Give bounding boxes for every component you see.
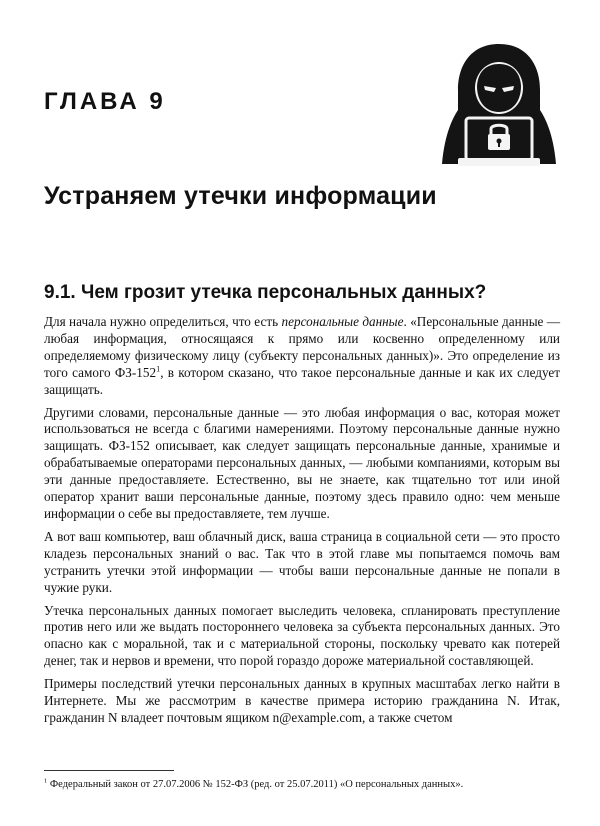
footnote (44, 778, 560, 791)
paragraph-5: Примеры последствий утечки персональных данных в крупных масштабах легко найти в Интернете. Мы же рассмотрим в качестве примера историю гражданина N. Итак, гражданин N владеет почтовым ящиком n@example.com, а также счетом (44, 676, 560, 725)
body-text (44, 314, 560, 733)
chapter-label: ГЛАВА 9 (44, 88, 166, 115)
paragraph-1: Для начала нужно определиться, что есть персональные данные. «Персональные данные — любая информация, относящаяся к прямо или косвенно определенному или определяемому физическому лицу (субъекту персональных данных)». Это определение из того самого $ФЗ-152^1$, в котором сказано, что такое персональные данные и как их следует защищать. (44, 314, 561, 397)
section-title: 9.1. Чем грозит утечка персональных данных? (44, 282, 487, 303)
chapter-title: Устраняем утечки информации (44, 182, 437, 210)
footnote-mark: 1 (44, 777, 48, 785)
paragraph-2: Другими словами, персональные данные — это любая информация о вас, которая может использоваться не всегда с благими намерениями. Поэтому персональные данные нужно защищать. ФЗ-152 описывает, как следует защищать персональные данные, хранимые и обрабатываемые операторами персональных данных, — любыми компаниями, которым вы эти данные предоставляете. Естественно, вы не знаете, как тщательно тот или иной оператор хранит ваши персональные данные, поэтому здесь правило одно: чем меньше информации о себе вы предоставляете, тем лучше. (44, 404, 560, 521)
footnote-text: Федеральный закон от 27.07.2006 № 152-ФЗ (ред. от 25.07.2011) «О персональных данных». (47, 779, 464, 790)
paragraph-4: Утечка персональных данных помогает выследить человека, спланировать преступление против него или же выдать постороннего человека за субъекта персональных данных. Это опасно как с моральной, так и с материальной стороны, поскольку чревато как потерей денег, так и нервов и времени, что порой гораздо дороже материальной составляющей. (44, 602, 560, 669)
footnote-reference[interactable]: 1 (156, 364, 161, 374)
hooded-hacker-laptop-lock-icon (438, 40, 560, 170)
footnote-divider (44, 770, 174, 771)
emphasis-term: персональные данные (281, 314, 404, 329)
paragraph-3: А вот ваш компьютер, ваш облачный диск, ваша страница в социальной сети — это просто кладезь персональных знаний о вас. Так что в этой главе мы попытаемся помочь вам устранить утечки этой информации — чтобы ваши персональные данные не попали в чужие руки. (44, 528, 560, 595)
